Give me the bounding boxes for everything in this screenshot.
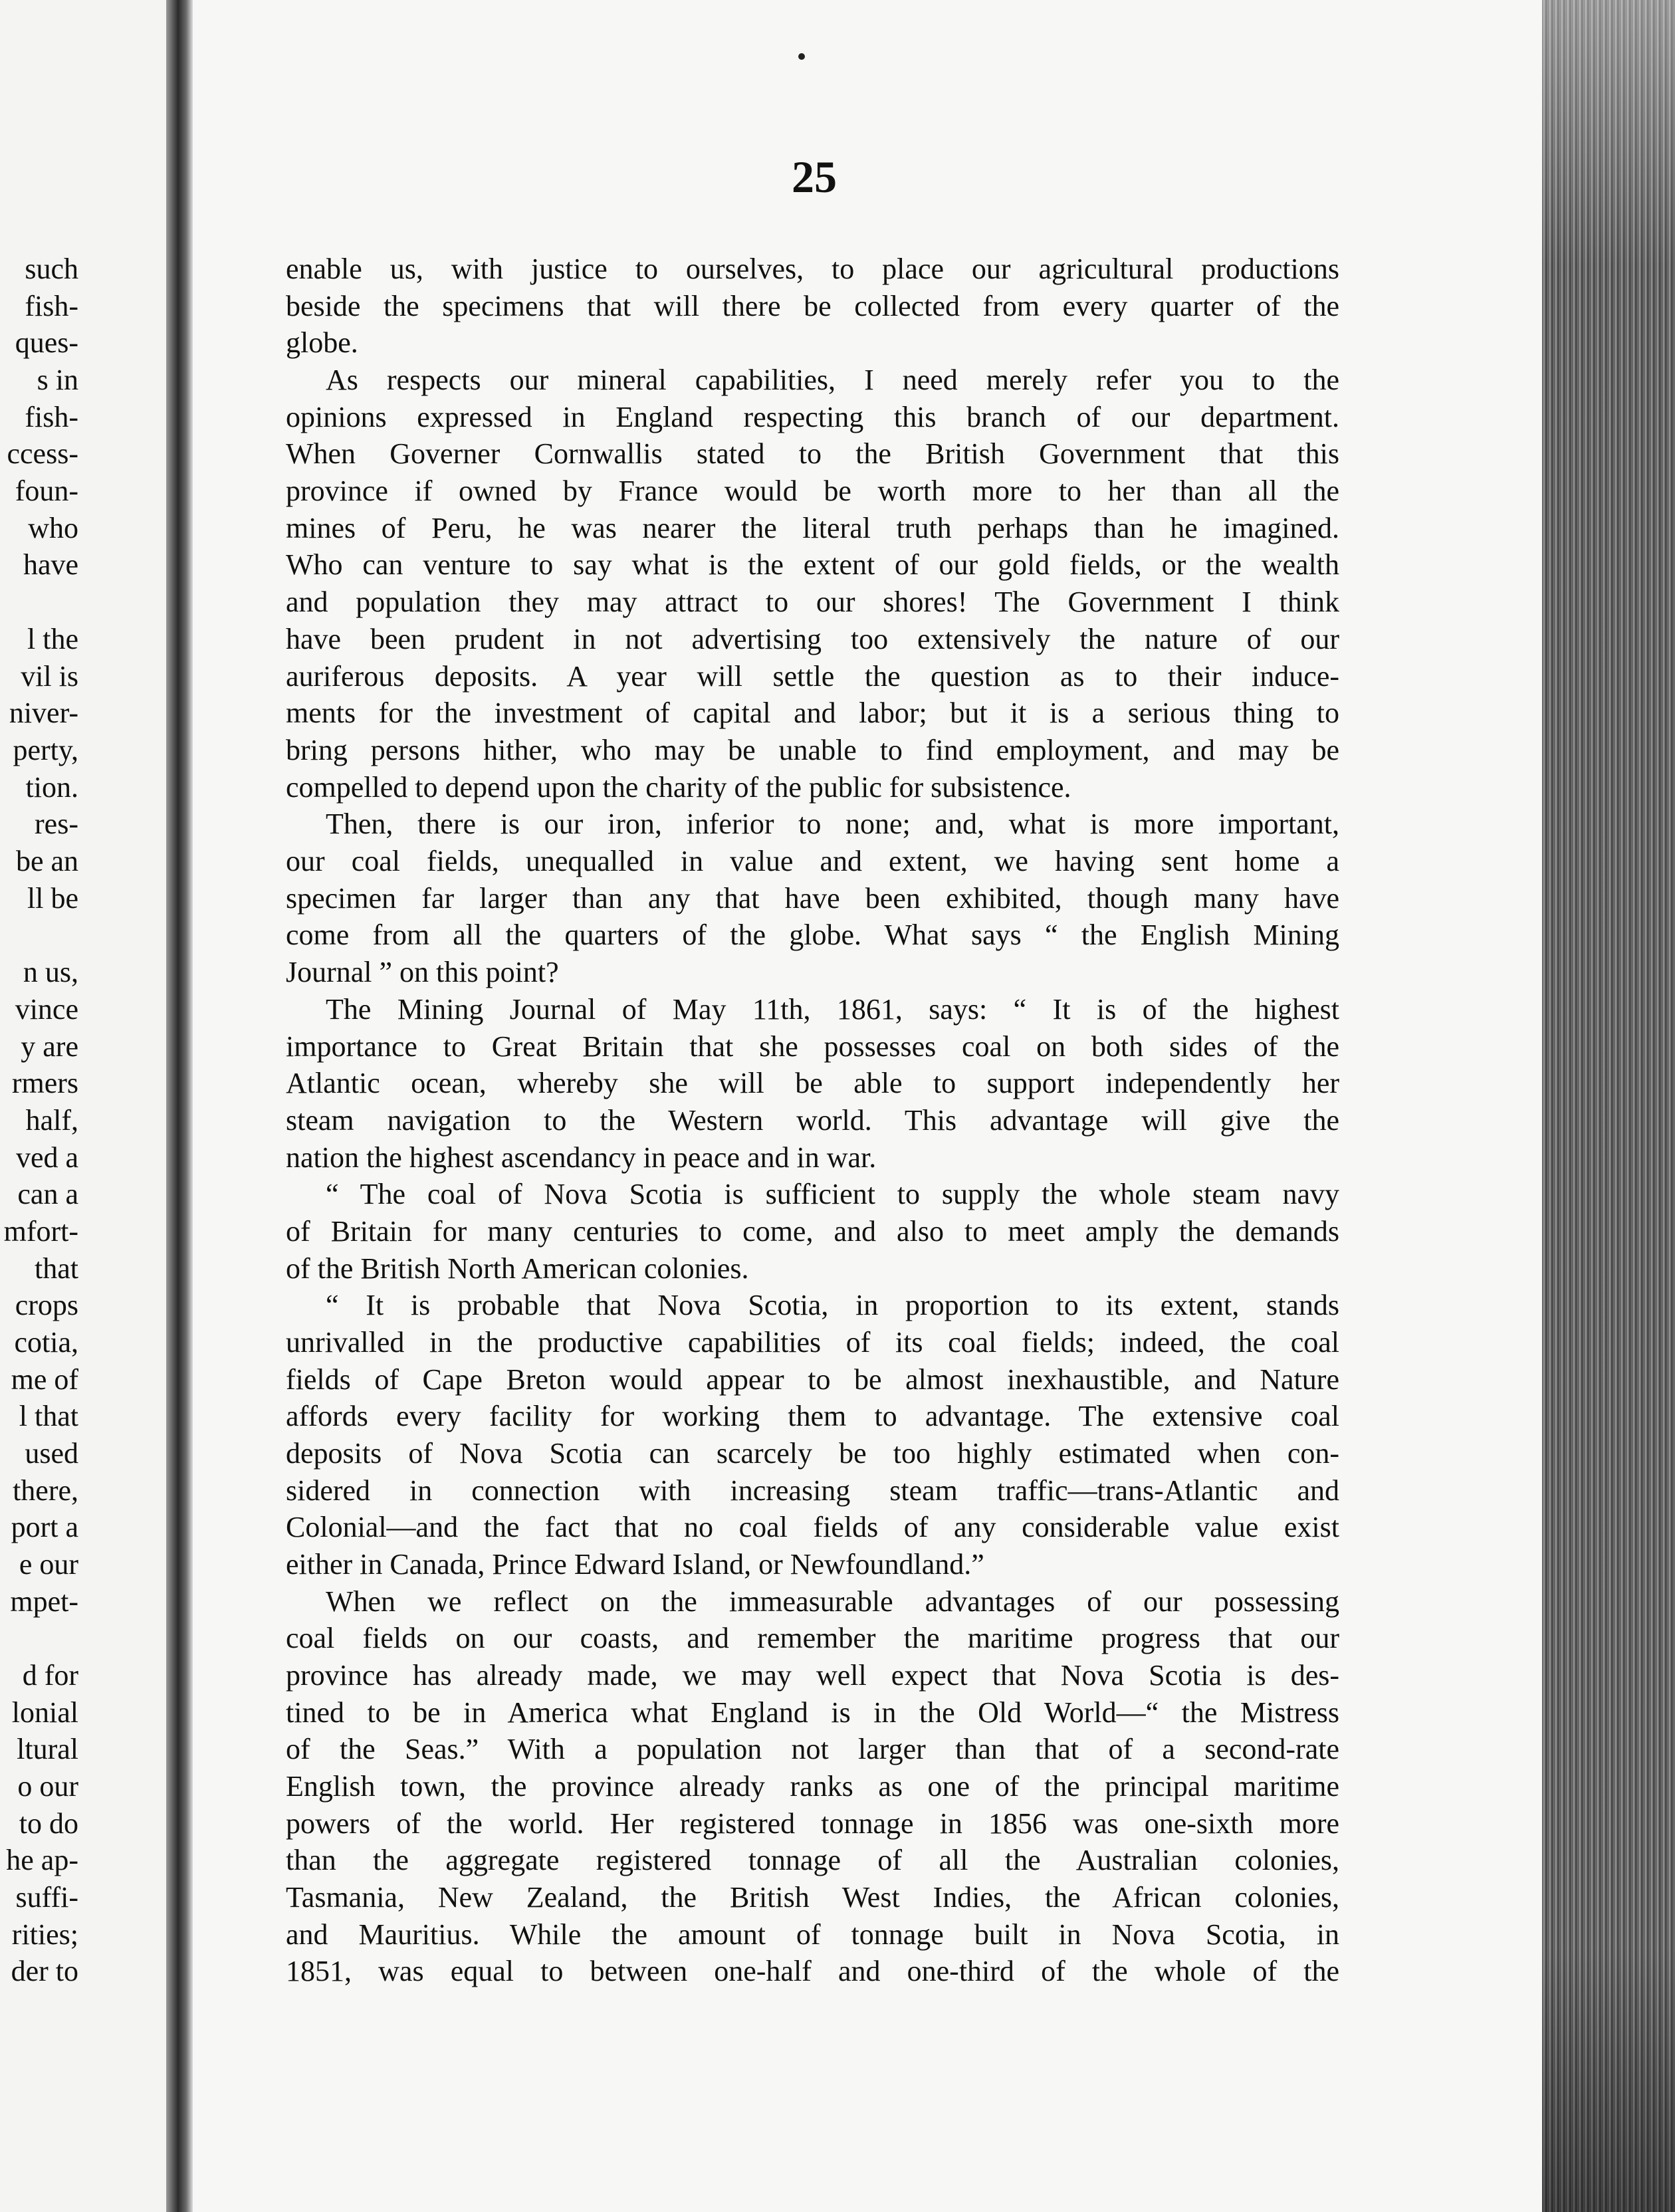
left-page-fragment: ll be <box>27 882 78 915</box>
left-page-fragment: there, <box>13 1474 78 1507</box>
body-line: Then, there is our iron, inferior to none; and, what is more important, <box>326 808 1339 840</box>
body-line: unrivalled in the productive capabilities of its coal fields; indeed, the coal <box>286 1326 1339 1359</box>
left-page-fragment: e our <box>19 1548 78 1581</box>
body-line: opinions expressed in England respecting this branch of our department. <box>286 401 1339 433</box>
body-line: ments for the investment of capital and labor; but it is a serious thing to <box>286 697 1339 729</box>
left-page-fragment: y are <box>21 1030 78 1063</box>
body-line: English town, the province already ranks as one of the principal maritime <box>286 1770 1339 1803</box>
left-page-fragment: vince <box>15 993 78 1026</box>
left-page-fragment: s in <box>37 364 78 396</box>
left-page-fragment: to do <box>19 1807 78 1840</box>
body-line: powers of the world. Her registered tonnage in 1856 was one-sixth more <box>286 1807 1339 1840</box>
left-page-fragment: perty, <box>13 734 78 766</box>
body-line: our coal fields, unequalled in value and extent, we having sent home a <box>286 845 1339 877</box>
page-number: 25 <box>792 152 837 202</box>
left-page-fragment: mpet- <box>10 1585 78 1618</box>
body-line: either in Canada, Prince Edward Island, or Newfoundland.” <box>286 1548 984 1581</box>
body-line: compelled to depend upon the charity of the public for subsistence. <box>286 771 1071 804</box>
left-page-fragment: niver- <box>9 697 78 729</box>
left-page-fragment: ccess- <box>7 437 78 470</box>
left-page-fragment: d for <box>22 1659 78 1692</box>
left-page-fragment: res- <box>35 808 78 840</box>
page-edges-shading <box>1542 0 1675 2212</box>
left-page-fragment: vil is <box>21 660 78 693</box>
left-page-fragment: port a <box>11 1511 78 1543</box>
left-page-fragment: half, <box>25 1104 78 1137</box>
body-line: As respects our mineral capabilities, I need merely refer you to the <box>326 364 1339 396</box>
body-line: Colonial—and the fact that no coal fields of any considerable value exist <box>286 1511 1339 1543</box>
left-page-fragment: tion. <box>25 771 78 804</box>
body-line: of Britain for many centuries to come, and also to meet amply the demands <box>286 1215 1339 1248</box>
left-page-fragment: l the <box>27 623 78 655</box>
left-page-fragment: n us, <box>23 956 78 988</box>
body-line: province if owned by France would be worth more to her than all the <box>286 475 1339 507</box>
body-line: auriferous deposits. A year will settle the question as to their induce- <box>286 660 1339 693</box>
left-page-fragment: he ap- <box>6 1844 78 1876</box>
left-page-fragment: fish- <box>25 290 78 322</box>
left-page-fragment: suffi- <box>15 1881 78 1914</box>
body-line: When we reflect on the immeasurable advantages of our possessing <box>326 1585 1339 1618</box>
body-line: beside the specimens that will there be collected from every quarter of the <box>286 290 1339 322</box>
body-line: “ It is probable that Nova Scotia, in proportion to its extent, stands <box>326 1289 1339 1321</box>
body-line: The Mining Journal of May 11th, 1861, says: “ It is of the highest <box>326 993 1339 1026</box>
body-line: of the British North American colonies. <box>286 1252 749 1285</box>
body-line: Tasmania, New Zealand, the British West Indies, the African colonies, <box>286 1881 1339 1914</box>
left-page-fragment: der to <box>11 1955 78 1987</box>
body-line: and Mauritius. While the amount of tonnage built in Nova Scotia, in <box>286 1918 1339 1951</box>
body-line: than the aggregate registered tonnage of all the Australian colonies, <box>286 1844 1339 1876</box>
body-line: enable us, with justice to ourselves, to place our agricultural productions <box>286 253 1339 285</box>
body-line: nation the highest ascendancy in peace and in war. <box>286 1141 877 1174</box>
left-page <box>0 0 166 2212</box>
left-page-fragment: such <box>25 253 78 285</box>
body-line: specimen far larger than any that have been exhibited, though many have <box>286 882 1339 915</box>
body-line: “ The coal of Nova Scotia is sufficient to supply the whole steam navy <box>326 1178 1339 1210</box>
left-page-fragment: ques- <box>15 326 78 359</box>
body-line: steam navigation to the Western world. This advantage will give the <box>286 1104 1339 1137</box>
body-line: Who can venture to say what is the extent of our gold fields, or the wealth <box>286 548 1339 581</box>
body-line: fields of Cape Breton would appear to be almost inexhaustible, and Nature <box>286 1363 1339 1396</box>
body-line: globe. <box>286 326 358 359</box>
left-page-fragment: have <box>23 548 78 581</box>
left-page-fragment: fish- <box>25 401 78 433</box>
left-page-fragment: foun- <box>15 475 78 507</box>
print-speck <box>798 53 805 60</box>
left-page-fragment: that <box>35 1252 78 1285</box>
body-line: tined to be in America what England is in the Old World—“ the Mistress <box>286 1696 1339 1729</box>
book-gutter <box>166 0 193 2212</box>
body-line: deposits of Nova Scotia can scarcely be too highly estimated when con- <box>286 1437 1339 1470</box>
body-line: mines of Peru, he was nearer the literal truth perhaps than he imagined. <box>286 512 1339 544</box>
left-page-fragment: crops <box>15 1289 78 1321</box>
left-page-fragment: used <box>25 1437 78 1470</box>
left-page-fragment: who <box>28 512 78 544</box>
body-line: have been prudent in not advertising too extensively the nature of our <box>286 623 1339 655</box>
left-page-fragment: mfort- <box>3 1215 78 1248</box>
left-page-fragment: rities; <box>11 1918 78 1951</box>
left-page-fragment: rmers <box>11 1067 78 1099</box>
left-page-fragment: be an <box>15 845 78 877</box>
left-page-fragment: ltural <box>17 1733 78 1765</box>
body-line: come from all the quarters of the globe. What says “ the English Mining <box>286 919 1339 951</box>
body-line: affords every facility for working them to advantage. The extensive coal <box>286 1400 1339 1432</box>
left-page-fragment: me of <box>11 1363 78 1396</box>
body-line: When Governer Cornwallis stated to the British Government that this <box>286 437 1339 470</box>
body-line: and population they may attract to our shores! The Government I think <box>286 586 1339 618</box>
body-line: 1851, was equal to between one-half and one-third of the whole of the <box>286 1955 1339 1987</box>
body-line: coal fields on our coasts, and remember the maritime progress that our <box>286 1622 1339 1654</box>
left-page-fragment: cotia, <box>14 1326 78 1359</box>
body-line: Atlantic ocean, whereby she will be able to support independently her <box>286 1067 1339 1099</box>
body-line: bring persons hither, who may be unable to find employment, and may be <box>286 734 1339 766</box>
body-line: Journal ” on this point? <box>286 956 559 988</box>
left-page-fragment: lonial <box>11 1696 78 1729</box>
left-page-fragment: ved a <box>15 1141 78 1174</box>
left-page-fragment: can a <box>17 1178 78 1210</box>
body-line: of the Seas.” With a population not larger than that of a second-rate <box>286 1733 1339 1765</box>
left-page-fragment: o our <box>17 1770 78 1803</box>
body-line: sidered in connection with increasing steam traffic—trans-Atlantic and <box>286 1474 1339 1507</box>
body-line: province has already made, we may well expect that Nova Scotia is des- <box>286 1659 1339 1692</box>
left-page-fragment: l that <box>19 1400 78 1432</box>
body-line: importance to Great Britain that she possesses coal on both sides of the <box>286 1030 1339 1063</box>
